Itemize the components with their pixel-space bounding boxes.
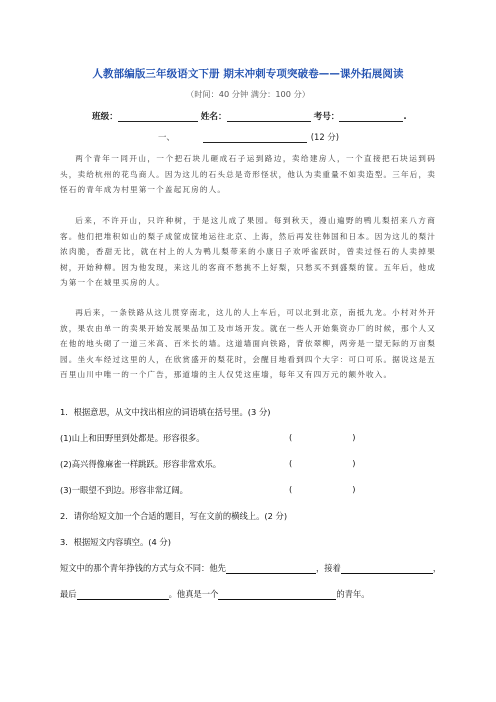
item-text: (2)高兴得像麻雀一样跳跃。形容非常欢乐。 xyxy=(60,459,222,469)
question-3-line-1: 短文中的那个青年挣钱的方式与众不同：他先 ，接着 ， xyxy=(60,563,442,573)
answer-parentheses[interactable]: ( ) xyxy=(289,484,356,494)
question-3: 3．根据短文内容填空。(4 分) xyxy=(60,537,171,547)
id-field[interactable] xyxy=(339,112,403,122)
class-label: 班级： xyxy=(92,112,118,122)
answer-blank-3[interactable] xyxy=(77,590,169,600)
item-text: (1)山上和田野里到处都是。形容很多。 xyxy=(60,433,205,443)
section-heading xyxy=(158,131,339,143)
answer-parentheses[interactable]: ( ) xyxy=(289,432,356,442)
question-1-item-3 xyxy=(60,484,356,496)
question-2: 2．请你给短文加一个合适的题目，写在文前的横线上。(2 分) xyxy=(60,511,288,521)
answer-blank-4[interactable] xyxy=(218,590,336,600)
question-1-item-2 xyxy=(60,458,356,470)
answer-blank-2[interactable] xyxy=(341,564,433,574)
exam-title: 人教部编版三年级语文下册 期末冲刺专项突破卷——课外拓展阅读 xyxy=(92,68,404,80)
passage-paragraph-1: 两个青年一同开山，一个把石块儿砸成石子运到路边，卖给建房人，一个直接把石块运到码头，卖给杭州的花鸟商人。因为这儿的石头总是奇形怪状，他认为卖重量不如卖造型。三年后，卖怪石的青年成为村里第一个盖起瓦房的人。 xyxy=(60,154,436,194)
section-score: (12 分) xyxy=(310,132,339,142)
info-end-mark: . xyxy=(403,112,407,122)
passage-paragraph-3: 再后来，一条铁路从这儿贯穿南北，这儿的人上车后，可以北到北京，南抵九龙。小村对外开放，果农由单一的卖果开始发展果品加工及市场开发。就在一些人开始集资办厂的时候，那个人又在他的地头砌了一道三米高、百米长的墙。这道墙面向铁路，背依翠柳，两旁是一望无际的万亩梨园。坐火车经过这里的人，在欣赏盛开的梨花时，会醒目地看到四个大字：可口可乐。据说这是五百里山川中唯一的一个广告，那道墙的主人仅凭这座墙，每年又有四万元的额外收入。 xyxy=(60,308,436,379)
question-1-item-1 xyxy=(60,432,356,444)
name-field[interactable] xyxy=(227,112,311,122)
title-answer-line[interactable] xyxy=(203,133,307,143)
exam-time-score: （时间：40 分钟 满分：100 分） xyxy=(186,89,310,99)
student-info-row xyxy=(92,110,407,122)
answer-blank-1[interactable] xyxy=(226,564,316,574)
id-label: 考号： xyxy=(313,112,340,122)
item-text: (3)一眼望不到边。形容非常辽阔。 xyxy=(60,485,188,495)
class-field[interactable] xyxy=(118,112,198,122)
passage-paragraph-2: 后来，不许开山，只许种树，于是这儿成了果园。每到秋天，漫山遍野的鸭儿梨招来八方商客。他们把堆积如山的梨子成筐成筐地运往北京、上海，然后再发往韩国和日本。因为这儿的梨汁浓肉脆，香甜无比，就在村上的人为鸭儿梨带来的小康日子欢呼雀跃时，曾卖过怪石的人卖掉果树，开始种柳。因为他发现，来这儿的客商不愁挑不上好梨，只愁买不到盛梨的筐。五年后，他成为第一个在城里买房的人。 xyxy=(60,216,436,287)
name-label: 姓名： xyxy=(200,112,227,122)
question-1: 1．根据意思，从文中找出相应的词语填在括号里。(3 分) xyxy=(60,407,271,417)
answer-parentheses[interactable]: ( ) xyxy=(289,458,356,468)
section-number: 一、 xyxy=(158,132,175,142)
question-3-line-2: 最后 。他真是一个 的青年。 xyxy=(60,589,370,599)
